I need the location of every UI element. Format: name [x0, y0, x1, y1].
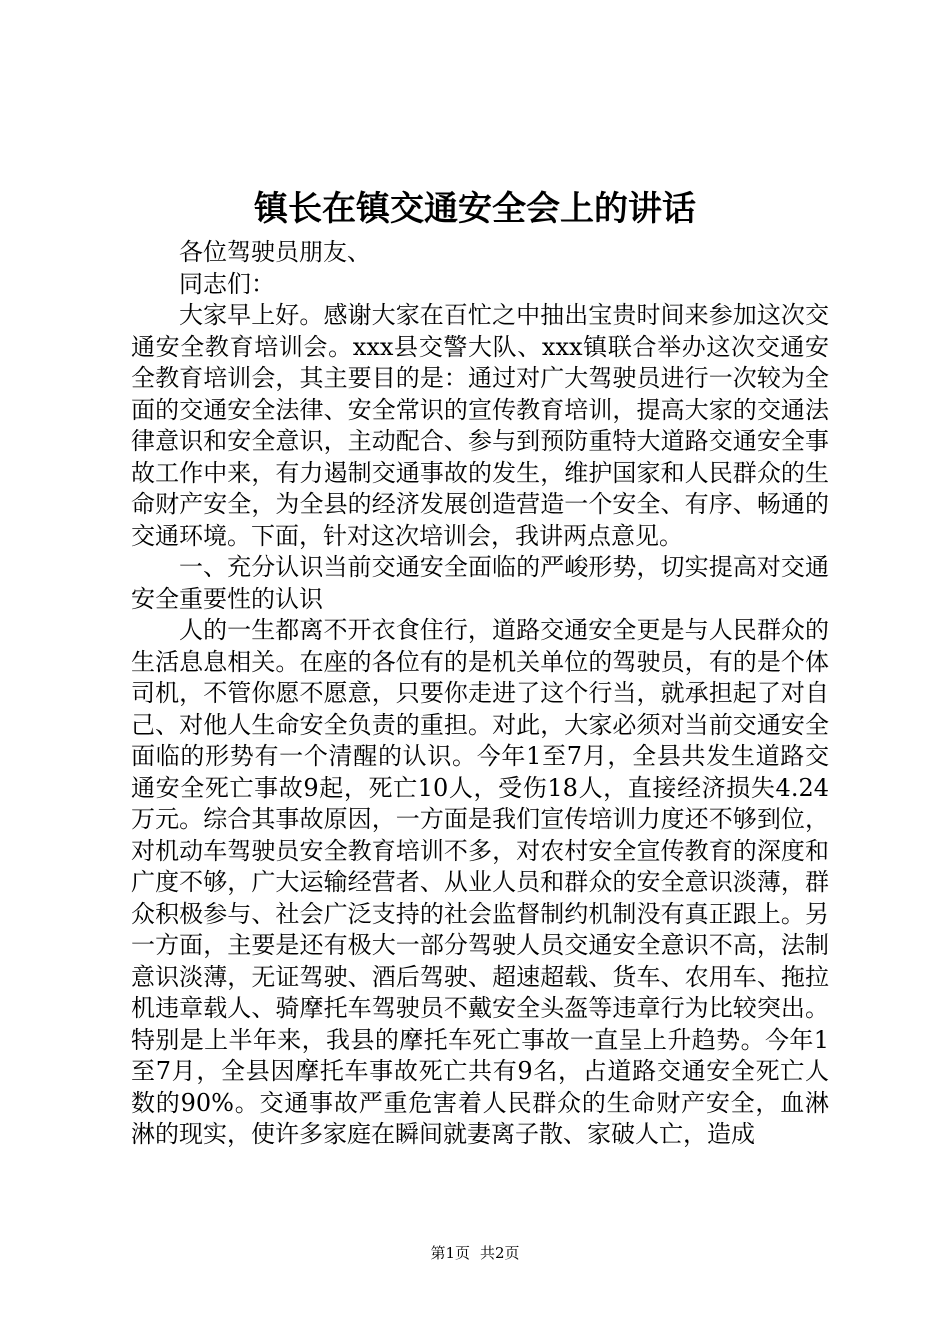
page-number-total: 共2页 — [480, 1244, 520, 1262]
document-body — [131, 237, 829, 1151]
body-paragraph: 人的一生都离不开衣食住行，道路交通安全更是与人民群众的生活息息相关。在座的各位有的是机关单位的驾驶员，有的是个体司机，不管你愿不愿意，只要你走进了这个行当，就承担起了对自己、对他人生命安全负责的重担。对此，大家必须对当前交通安全面临的形势有一个清醒的认识。今年1至7月，全县共发生道路交通安全死亡事故9起，死亡10人，受伤18人，直接经济损失4.24万元。综合其事故原因，一方面是我们宣传培训力度还不够到位，对机动车驾驶员安全教育培训不多，对农村安全宣传教育的深度和广度不够，广大运输经营者、从业人员和群众的安全意识淡薄，群众积极参与、社会广泛支持的社会监督制约机制没有真正跟上。另一方面，主要是还有极大一部分驾驶人员交通安全意识不高，法制意识淡薄，无证驾驶、酒后驾驶、超速超载、货车、农用车、拖拉机违章载人、骑摩托车驾驶员不戴安全头盔等违章行为比较突出。特别是上半年来，我县的摩托车死亡事故一直呈上升趋势。今年1至7月，全县因摩托车事故死亡共有9名，占道路交通安全死亡人数的90%。交通事故严重危害着人民群众的生命财产安全，血淋淋的现实，使许多家庭在瞬间就妻离子散、家破人亡，造成 — [131, 616, 829, 1148]
intro-paragraph: 大家早上好。感谢大家在百忙之中抽出宝贵时间来参加这次交通安全教育培训会。xxx县交警大队、xxx镇联合举办这次交通安全教育培训会，其主要目的是：通过对广大驾驶员进行一次较为全面的交通安全法律、安全常识的宣传教育培训，提高大家的交通法律意识和安全意识，主动配合、参与到预防重特大道路交通安全事故工作中来，有力遏制交通事故的发生，维护国家和人民群众的生命财产安全，为全县的经济发展创造营造一个安全、有序、畅通的交通环境。下面，针对这次培训会，我讲两点意见。 — [131, 301, 829, 550]
section-heading-1: 一、充分认识当前交通安全面临的严峻形势，切实提高对交通安全重要性的认识 — [131, 553, 829, 613]
page-footer — [0, 1242, 950, 1264]
page-number-current: 第1页 — [430, 1244, 470, 1262]
document-title: 镇长在镇交通安全会上的讲话 — [254, 189, 696, 229]
salutation-line-2: 同志们： — [179, 269, 275, 298]
salutation-line-1: 各位驾驶员朋友、 — [179, 238, 371, 266]
